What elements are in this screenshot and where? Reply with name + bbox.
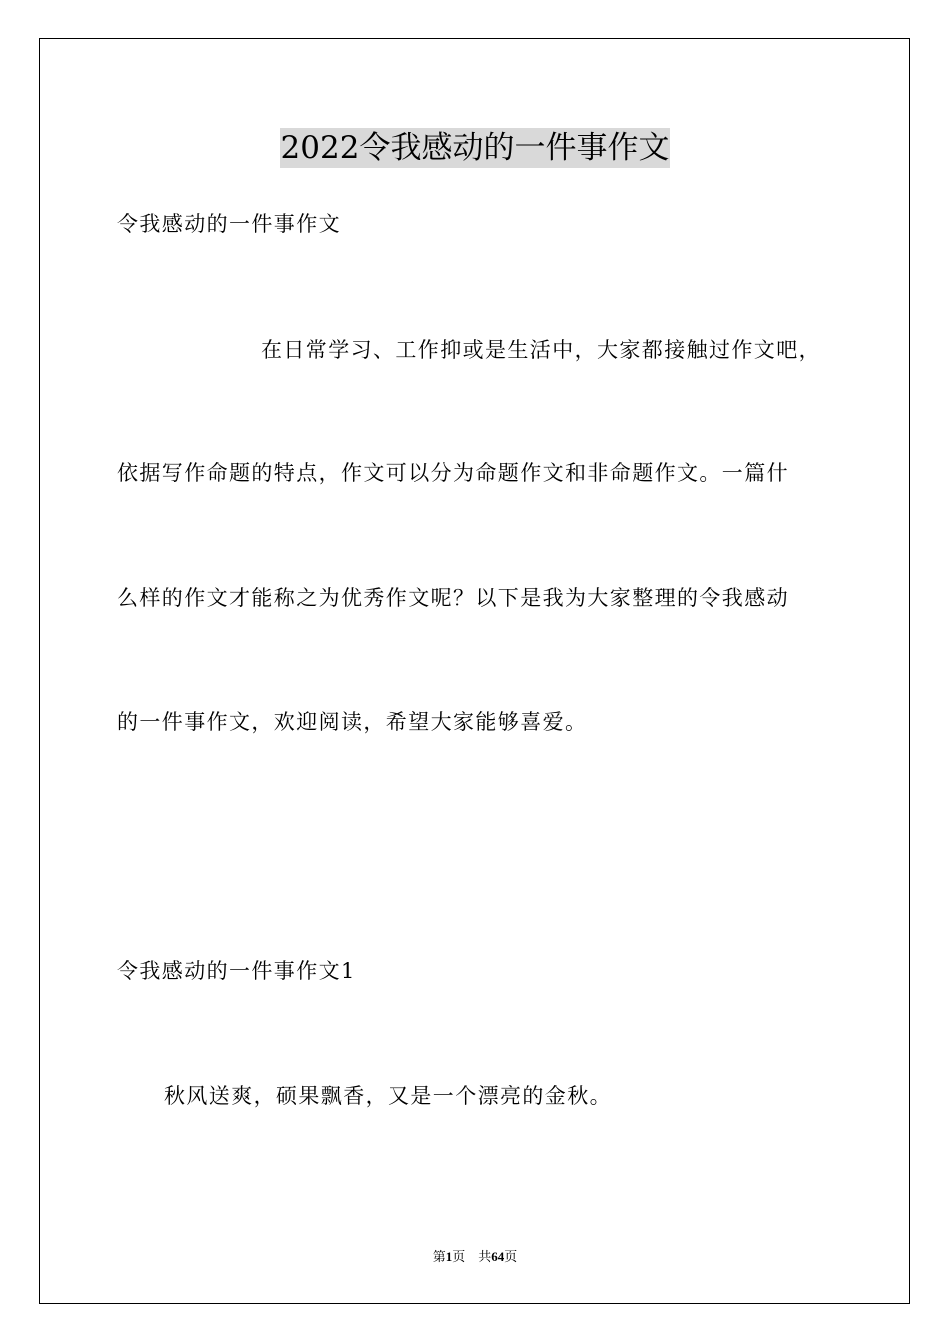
intro-line-3: 么样的作文才能称之为优秀作文呢？以下是我为大家整理的令我感动 bbox=[117, 586, 789, 610]
footer-total-prefix: 共 bbox=[478, 1249, 492, 1264]
intro-line-2: 依据写作命题的特点，作文可以分为命题作文和非命题作文。一篇什 bbox=[117, 461, 789, 485]
title-container bbox=[0, 128, 950, 168]
section-heading: 令我感动的一件事作文1 bbox=[117, 959, 356, 983]
document-subtitle: 令我感动的一件事作文 bbox=[117, 212, 341, 236]
footer-total-word: 页 bbox=[504, 1249, 518, 1264]
intro-line-4: 的一件事作文，欢迎阅读，希望大家能够喜爱。 bbox=[117, 710, 588, 734]
footer-prefix: 第 bbox=[432, 1249, 446, 1264]
intro-line-1: 在日常学习、工作抑或是生活中，大家都接触过作文吧， bbox=[261, 338, 821, 362]
footer-total-pages: 64 bbox=[491, 1249, 505, 1264]
page-footer bbox=[0, 1248, 950, 1266]
footer-page-number: 1 bbox=[445, 1249, 453, 1264]
section-first-line: 秋风送爽，硕果飘香，又是一个漂亮的金秋。 bbox=[164, 1084, 612, 1108]
footer-page-word: 页 bbox=[452, 1249, 466, 1264]
document-title: 2022令我感动的一件事作文 bbox=[280, 130, 670, 166]
